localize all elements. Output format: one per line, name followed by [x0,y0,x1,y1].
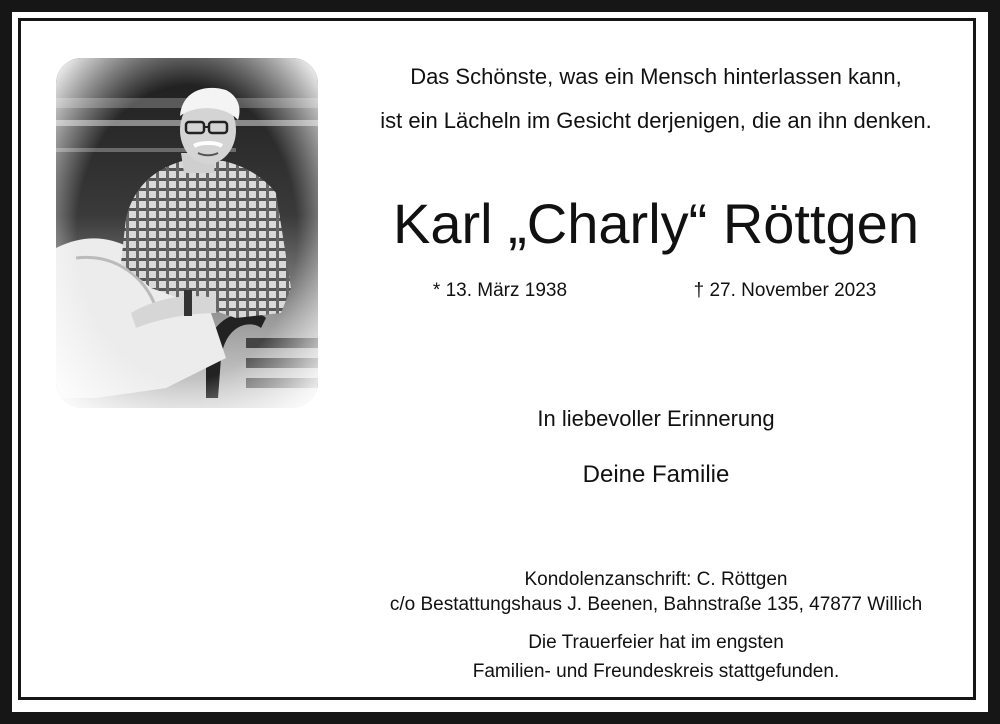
memory-line: In liebevoller Erinnerung [537,406,775,431]
quote-line-2: ist ein Lächeln im Gesicht derjenigen, die an ihn denken. [380,108,932,133]
birth-date: * 13. März 1938 [432,280,568,301]
deceased-name: Karl „Charly“ Röttgen [393,192,919,255]
portrait-photo [56,58,318,408]
condolence-line-2: c/o Bestattungshaus J. Beenen, Bahnstraße 135, 47877 Willich [389,594,923,615]
family-signature: Deine Familie [582,461,730,488]
death-date: † 27. November 2023 [693,280,877,301]
portrait-image [56,58,318,408]
condolence-line-1: Kondolenzanschrift: C. Röttgen [524,569,788,590]
ceremony-line-2: Familien- und Freundeskreis stattgefunden. [472,661,840,682]
quote-line-1: Das Schönste, was ein Mensch hinterlassen kann, [410,64,902,89]
ceremony-line-1: Die Trauerfeier hat im engsten [528,632,784,653]
